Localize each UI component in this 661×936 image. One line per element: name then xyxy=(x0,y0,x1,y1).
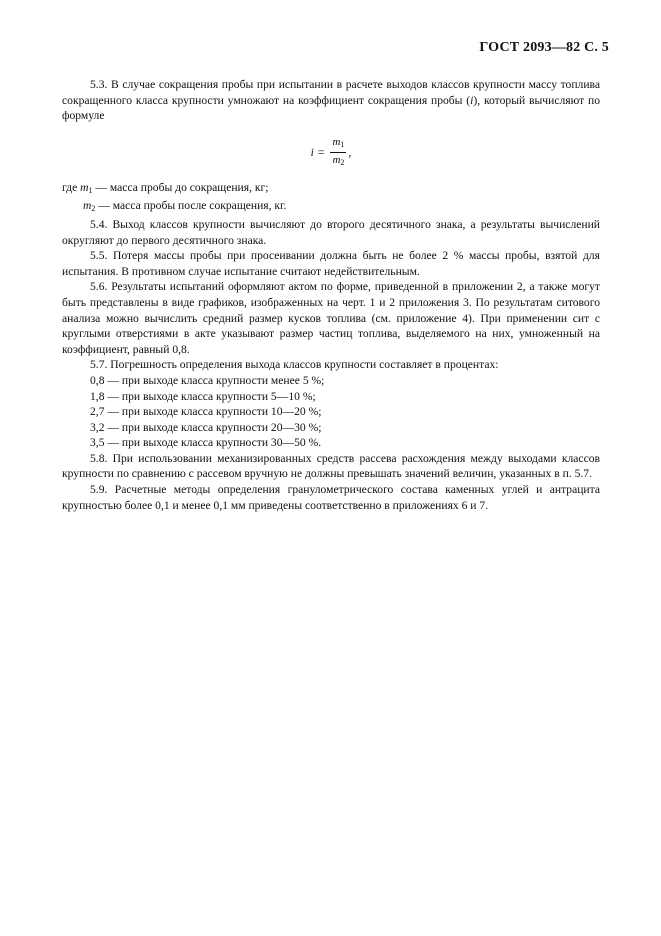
paragraph-5-7: 5.7. Погрешность определения выхода классов крупности составляет в процентах: xyxy=(90,358,499,372)
numerator-sub: 1 xyxy=(340,140,345,150)
error-item-5: 3,5 — при выходе класса крупности 30—50 %. xyxy=(90,436,322,450)
numerator-var: m xyxy=(332,136,341,149)
denominator-var: m xyxy=(332,154,341,167)
error-item-2: 1,8 — при выходе класса крупности 5—10 %; xyxy=(90,389,316,403)
formula-tail: , xyxy=(348,145,352,159)
coefficient-symbol: i xyxy=(470,93,474,107)
where-intro: где xyxy=(62,180,78,194)
error-item-1: 0,8 — при выходе класса крупности менее 5 %; xyxy=(90,373,325,387)
m1-sub: 1 xyxy=(88,185,93,195)
error-item-4: 3,2 — при выходе класса крупности 20—30 %; xyxy=(90,420,322,434)
where-m2 xyxy=(83,198,600,217)
paragraph-5-3 xyxy=(62,77,600,124)
formula-denominator xyxy=(330,153,346,169)
m2-sub: 2 xyxy=(91,204,96,214)
paragraph-5-6: 5.6. Результаты испытаний оформляют актом по форме, приведенной в приложении 2, а также могут быть представлены в виде графиков, изображенных на черт. 1 и 2 приложения 3. По результатам ситового анализа можно вычислить средний размер кусков топлива (см. приложение 4). При применении сит с круглыми отверстиями в акте указывают размер частиц топлива, выделяемого на них, умноженный на коэффициент, равный 0,8. xyxy=(62,280,600,356)
formula-numerator xyxy=(330,136,346,153)
denominator-sub: 2 xyxy=(340,158,345,168)
formula xyxy=(62,130,600,176)
page-content xyxy=(62,77,600,513)
paragraph-5-8: 5.8. При использовании механизированных средств рассева расхождения между выходами классов крупности по сравнению с рассевом вручную не должны превышать значений величин, указанных в п. 5.7. xyxy=(62,451,600,481)
paragraph-5-3-text-before: 5.3. В случае сокращения пробы при испытании в расчете выходов классов крупности массу топлива сокращенного класса крупности умножают на коэффициент сокращения пробы ( xyxy=(62,78,600,107)
formula-fraction xyxy=(330,136,346,169)
page-header: ГОСТ 2093—82 С. 5 xyxy=(479,40,609,55)
m2-var: m xyxy=(83,199,92,213)
formula-equals: = xyxy=(317,145,325,159)
m1-var: m xyxy=(80,180,89,194)
paragraph-5-9: 5.9. Расчетные методы определения гранулометрического состава каменных углей и антрацита крупностью более 0,1 и менее 0,1 мм приведены соответственно в приложениях 6 и 7. xyxy=(62,483,600,512)
m2-text: — масса пробы после сокращения, кг. xyxy=(95,199,287,213)
paragraph-5-5: 5.5. Потеря массы пробы при просеивании должна быть не более 2 % массы пробы, взятой для испытания. В противном случае испытание считают недействительным. xyxy=(62,249,600,278)
formula-lhs: i xyxy=(310,145,314,159)
paragraph-5-3-text-after: ), который вычисляют по формуле xyxy=(62,93,600,123)
m1-text: — масса пробы до сокращения, кг; xyxy=(92,180,269,194)
paragraph-5-4: 5.4. Выход классов крупности вычисляют до второго десятичного знака, а результаты вычислений округляют до первого десятичного знака. xyxy=(62,217,600,247)
error-item-3: 2,7 — при выходе класса крупности 10—20 %; xyxy=(90,405,322,419)
where-m1 xyxy=(62,180,600,199)
